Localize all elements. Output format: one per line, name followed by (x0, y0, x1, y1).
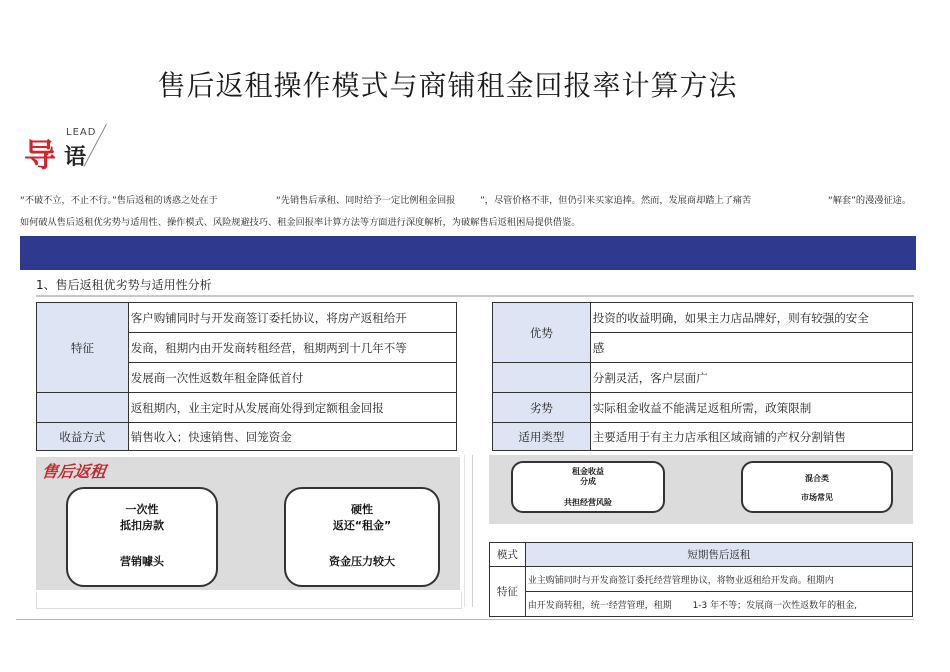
intro-part-4: “解套”的漫漫征途。 (828, 195, 912, 206)
banner (20, 118, 913, 178)
applicable-value: 主要适用于有主力店承租区域商铺的产权分割销售 (590, 423, 912, 451)
section-heading: 1、售后返租优劣势与适用性分析 (36, 276, 914, 297)
advantage-line-1: 投资的收益明确，如果主力店品牌好，则有较强的安全 (590, 303, 912, 333)
page-title: 售后返租操作模式与商铺租金回报率计算方法 (157, 69, 738, 102)
rent-share-box (511, 461, 665, 513)
rbox2-line-2: 市场常见 (801, 493, 833, 502)
diagram-title: 售后返租 (40, 462, 108, 481)
features-table (36, 302, 457, 451)
logo-en: LEAD (66, 127, 97, 138)
short-term-table (489, 542, 913, 617)
rbox1-line-3: 共担经营风险 (564, 498, 612, 507)
column-divider (464, 455, 465, 607)
intro-part-1: “不破不立，不止不行。”售后返租的诱惑之处在于 (20, 195, 218, 206)
box1-line-2: 抵扣房款 (120, 519, 164, 532)
feature-line-4: 返租期内，业主定时从发展商处得到定额租金回报 (128, 393, 456, 423)
feature-label-blank (37, 393, 129, 423)
box2-line-1: 硬性 (351, 503, 373, 516)
logo-second-char: 语 (64, 145, 87, 170)
mode-header: 模式 (490, 543, 526, 567)
page-bottom-rule (16, 619, 914, 620)
box1-line-1: 一次性 (125, 503, 159, 516)
advantage-label: 优势 (493, 303, 591, 363)
intro-line-2: 如何破从售后返租优劣势与适用性、操作模式、风险规避技巧、租金回报率计算方法等方面进行深度解析，为破解售后返租困局提供借鉴。 (20, 217, 581, 228)
short-term-line-2 (525, 592, 912, 617)
lead-logo (20, 118, 120, 176)
feature-line-1: 客户购铺同时与开发商签订委托协议，将房产返租给开 (128, 303, 456, 333)
box2-line-2: 返还“租金” (332, 519, 392, 532)
feature-line-3: 发展商一次性返数年租金降低首付 (128, 363, 456, 393)
resale-leaseback-diagram (36, 457, 460, 590)
pros-cons-table (492, 302, 913, 451)
advantage-label-blank (493, 363, 591, 393)
rbox1-line-1: 租金收益 (572, 467, 604, 476)
disadvantage-value: 实际租金收益不能满足返租所需，政策限制 (590, 393, 912, 423)
one-time-deduction-box (66, 487, 218, 587)
income-label: 收益方式 (37, 423, 129, 451)
short-term-line-2a: 由开发商转租，统一经营管理，租期 (527, 600, 672, 611)
short-term-line-1: 业主购铺同时与开发商签订委托经营管理协议，将物业返租给开发商。租期内 (525, 567, 912, 592)
advantage-line-3: 分割灵活，客户层面广 (590, 363, 912, 393)
rbox1-line-2: 分成 (580, 477, 596, 486)
rent-share-diagram (489, 455, 913, 524)
short-term-header: 短期售后返租 (525, 543, 912, 567)
column-divider-2 (472, 455, 473, 607)
left-lower-frame (36, 592, 462, 609)
section-banner-bar (20, 236, 916, 270)
logo-main-char: 导 (24, 136, 57, 174)
intro-part-2: “先销售后承租、同时给予一定比例租金回报 (276, 195, 456, 206)
mixed-type-box (741, 461, 893, 513)
applicable-label: 适用类型 (493, 423, 591, 451)
intro-part-3: ”，尽管价格不菲，但仍引来买家追捧。然而，发展商却踏上了痛苦 (480, 195, 752, 206)
advantage-line-2: 感 (590, 333, 912, 363)
short-term-line-2b: 1-3 年不等；发展商一次性返数年的租金, (692, 600, 858, 611)
feature-row-label: 特征 (490, 567, 526, 617)
fixed-return-box (284, 487, 440, 587)
feature-label: 特征 (37, 303, 129, 393)
box1-line-3: 营销噱头 (120, 555, 164, 568)
disadvantage-label: 劣势 (493, 393, 591, 423)
feature-line-2: 发商，租期内由开发商转租经营，租期两到十几年不等 (128, 333, 456, 363)
income-value: 销售收入；快速销售、回笼资金 (128, 423, 456, 451)
box2-line-3: 资金压力较大 (329, 555, 395, 568)
rbox2-line-1: 混合类 (805, 474, 829, 483)
